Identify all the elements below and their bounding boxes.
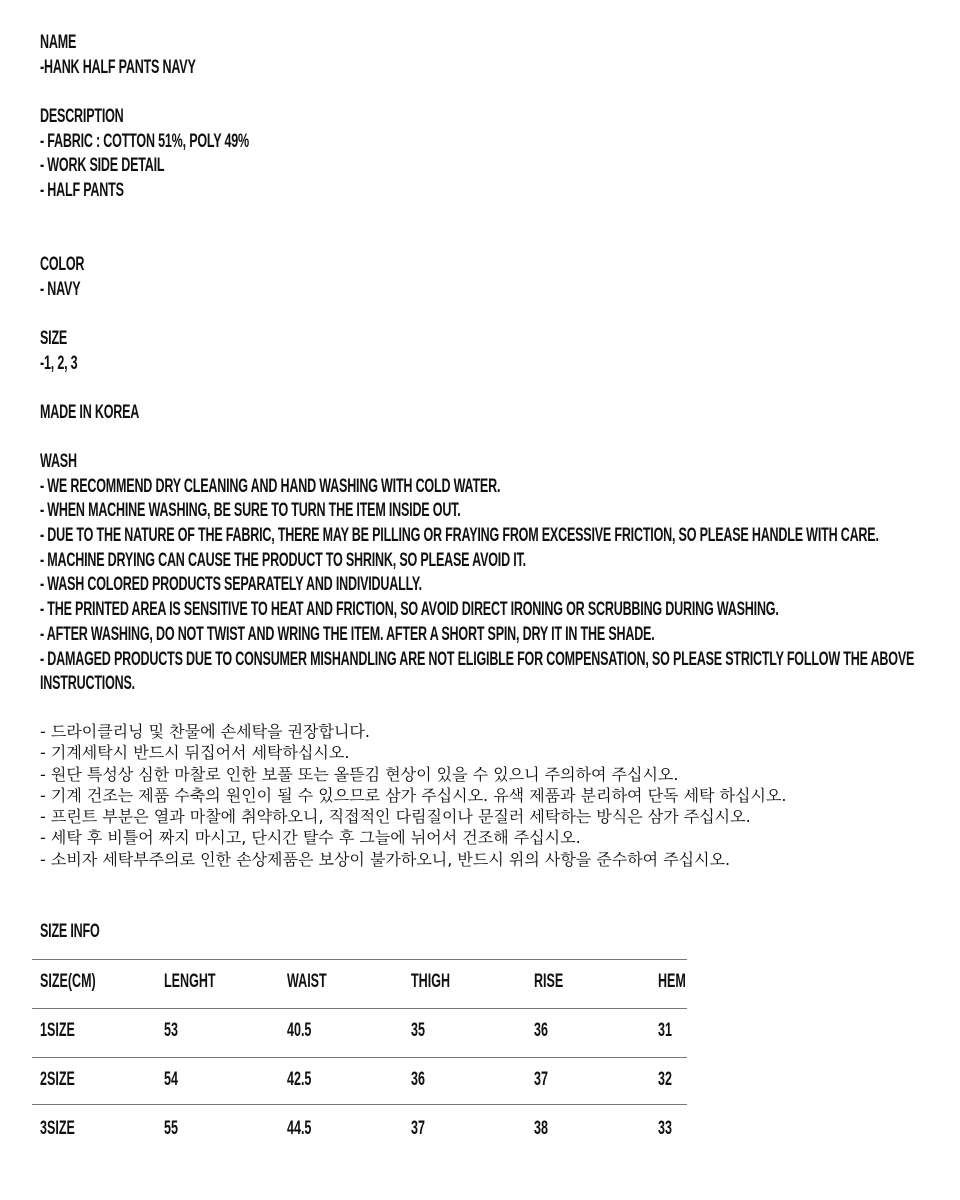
wash-item-ko: - 프린트 부분은 열과 마찰에 취약하오니, 직접적인 다림질이나 문질러 세탁하는 방식은 삼가 주십시오. — [40, 807, 751, 827]
cell-rise: 38 — [534, 1118, 548, 1139]
cell-waist: 42.5 — [287, 1069, 312, 1090]
wash-item: - WASH COLORED PRODUCTS SEPARATELY AND INDIVIDUALLY. — [40, 574, 422, 596]
cell-rise: 36 — [534, 1020, 548, 1041]
product-name: -HANK HALF PANTS NAVY — [40, 56, 196, 78]
table-divider — [32, 1057, 687, 1058]
wash-korean-section — [40, 721, 786, 870]
column-header-length: LENGHT — [164, 971, 216, 992]
wash-item: - THE PRINTED AREA IS SENSITIVE TO HEAT AND FRICTION, SO AVOID DIRECT IRONING OR SCRUBBING DURING WASHING. — [40, 599, 779, 621]
color-section — [40, 253, 84, 302]
column-header-size: SIZE(CM) — [40, 971, 96, 992]
size-heading: SIZE — [40, 328, 68, 349]
table-divider — [32, 1104, 687, 1105]
name-section — [40, 31, 196, 80]
wash-item: INSTRUCTIONS. — [40, 673, 135, 695]
column-header-thigh: THIGH — [411, 971, 451, 992]
wash-item: - DUE TO THE NATURE OF THE FABRIC, THERE MAY BE PILLING OR FRAYING FROM EXCESSIVE FRICTION, SO PLEASE HANDLE WITH CARE. — [40, 525, 879, 547]
column-header-hem: HEM — [658, 971, 686, 992]
wash-item: - DAMAGED PRODUCTS DUE TO CONSUMER MISHANDLING ARE NOT ELIGIBLE FOR COMPENSATION, SO PLEASE STRICTLY FOLLOW THE ABOVE — [40, 648, 915, 670]
cell-hem: 33 — [658, 1118, 672, 1139]
wash-item: - WE RECOMMEND DRY CLEANING AND HAND WASHING WITH COLD WATER. — [40, 475, 501, 497]
cell-size: 3SIZE — [40, 1118, 75, 1139]
size-section — [40, 327, 77, 376]
cell-size: 1SIZE — [40, 1020, 75, 1041]
wash-item: - MACHINE DRYING CAN CAUSE THE PRODUCT TO SHRINK, SO PLEASE AVOID IT. — [40, 549, 526, 571]
table-divider — [32, 1008, 687, 1009]
wash-item-ko: - 드라이클리닝 및 찬물에 손세탁을 권장합니다. — [40, 722, 370, 741]
wash-item: - AFTER WASHING, DO NOT TWIST AND WRING THE ITEM. AFTER A SHORT SPIN, DRY IT IN THE SHADE. — [40, 623, 655, 645]
column-header-rise: RISE — [534, 971, 564, 992]
table-divider — [32, 959, 687, 960]
wash-item-ko: - 세탁 후 비틀어 짜지 마시고, 단시간 탈수 후 그늘에 뉘어서 건조해 주십시오. — [40, 828, 581, 848]
color-heading: COLOR — [40, 254, 85, 275]
color-value: - NAVY — [40, 278, 81, 300]
cell-length: 55 — [164, 1118, 178, 1139]
cell-waist: 40.5 — [287, 1020, 312, 1041]
description-section — [40, 105, 249, 204]
cell-rise: 37 — [534, 1069, 548, 1090]
cell-length: 54 — [164, 1069, 178, 1090]
cell-waist: 44.5 — [287, 1118, 312, 1139]
origin-section — [40, 401, 139, 426]
wash-item-ko: - 기계세탁시 반드시 뒤집어서 세탁하십시오. — [40, 743, 350, 763]
name-heading: NAME — [40, 32, 77, 53]
description-item: - HALF PANTS — [40, 180, 124, 202]
cell-size: 2SIZE — [40, 1069, 75, 1090]
description-heading: DESCRIPTION — [40, 106, 124, 127]
column-header-waist: WAIST — [287, 971, 327, 992]
cell-thigh: 35 — [411, 1020, 425, 1041]
cell-thigh: 36 — [411, 1069, 425, 1090]
cell-hem: 32 — [658, 1069, 672, 1090]
wash-item-ko: - 원단 특성상 심한 마찰로 인한 보풀 또는 올뜯김 현상이 있을 수 있으니 주의하여 주십시오. — [40, 764, 679, 784]
origin-text: MADE IN KOREA — [40, 402, 140, 423]
cell-hem: 31 — [658, 1020, 672, 1041]
description-item: - WORK SIDE DETAIL — [40, 155, 165, 177]
description-item: - FABRIC : COTTON 51%, POLY 49% — [40, 130, 249, 152]
cell-length: 53 — [164, 1020, 178, 1041]
wash-item-ko: - 소비자 세탁부주의로 인한 손상제품은 보상이 불가하오니, 반드시 위의 사항을 준수하여 주십시오. — [40, 849, 731, 869]
wash-item: - WHEN MACHINE WASHING, BE SURE TO TURN THE ITEM INSIDE OUT. — [40, 500, 461, 522]
size-value: -1, 2, 3 — [40, 352, 78, 374]
size-info-heading: SIZE INFO — [40, 921, 100, 942]
wash-section — [40, 450, 914, 697]
cell-thigh: 37 — [411, 1118, 425, 1139]
wash-item-ko: - 기계 건조는 제품 수축의 원인이 될 수 있으므로 삼가 주십시오. 유색 제품과 분리하여 단독 세탁 하십시오. — [40, 785, 787, 805]
wash-heading: WASH — [40, 451, 77, 472]
